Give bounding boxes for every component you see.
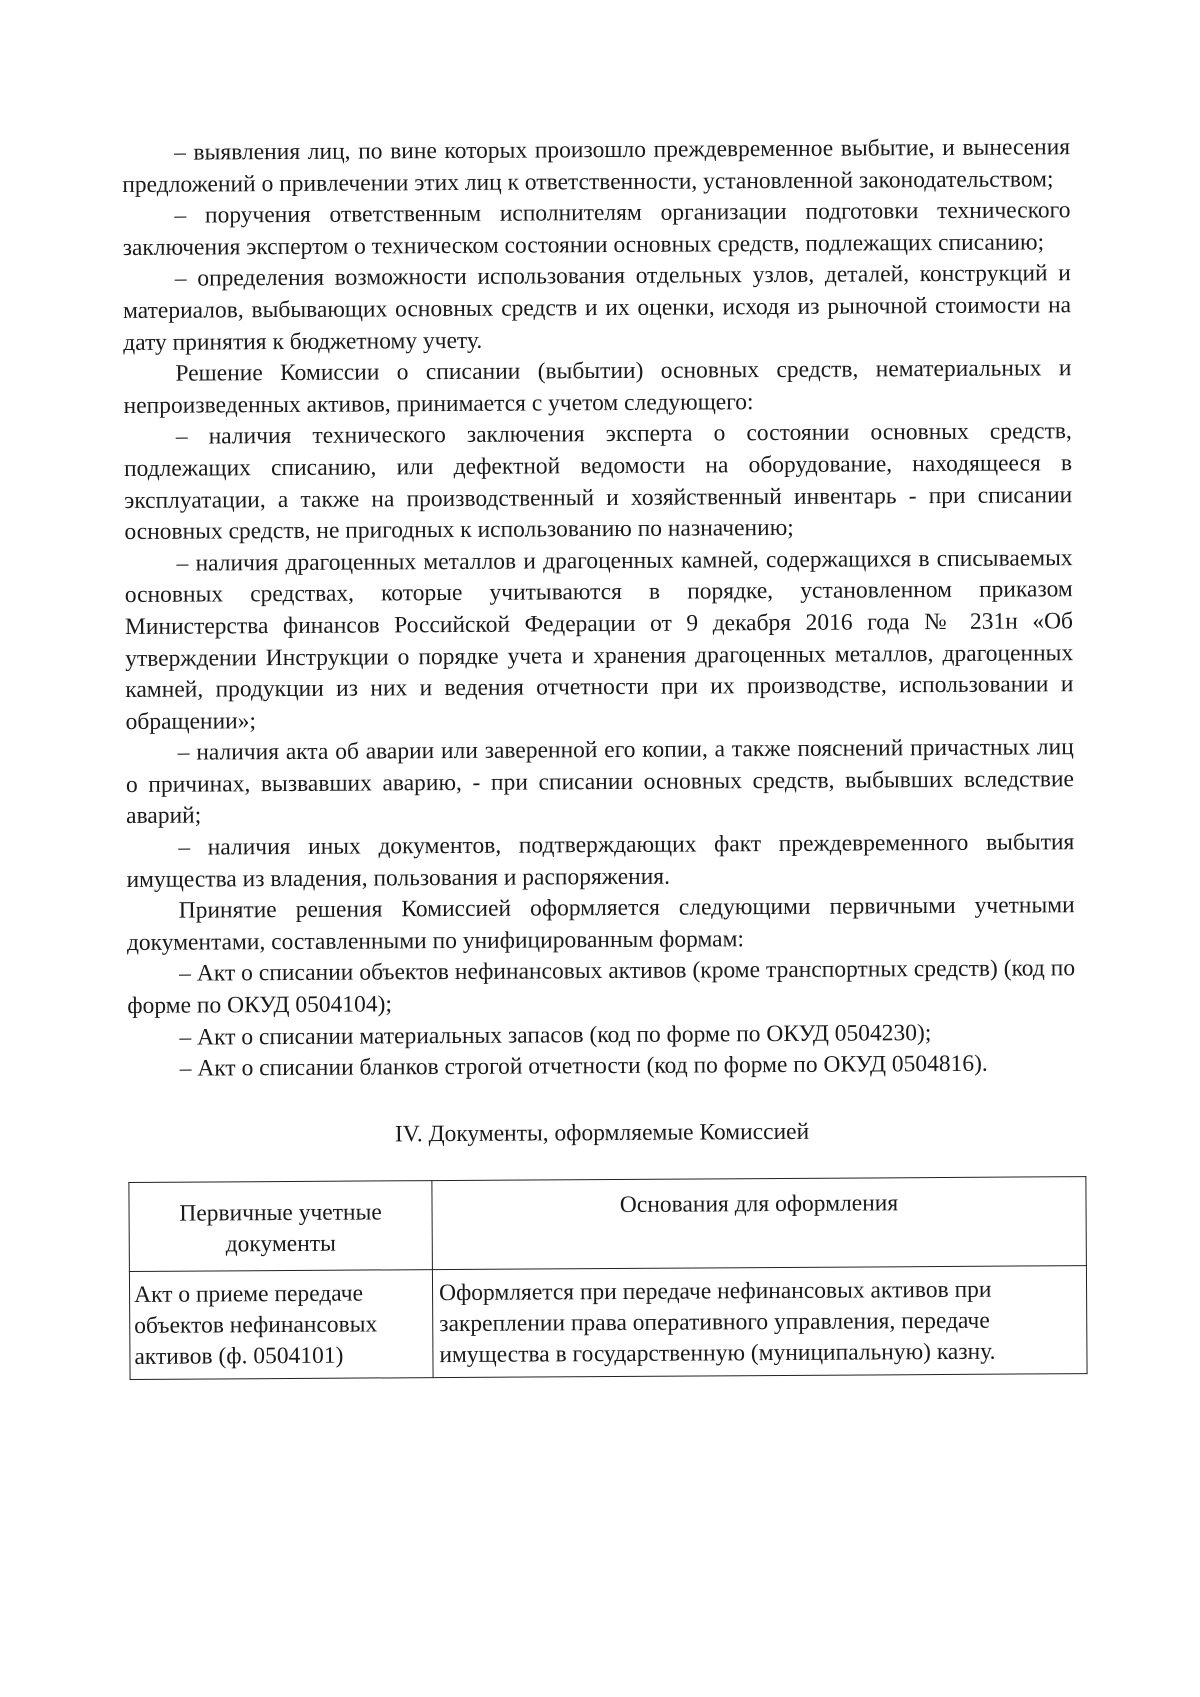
table-header-documents: Первичные учетные документы (129, 1180, 433, 1271)
paragraph: Решение Комиссии о списании (выбытии) основных средств, нематериальных и непроизведенных активов, принимается с учетом следующего: (123, 355, 1072, 419)
documents-table (128, 1176, 1087, 1380)
table-header-row (129, 1176, 1087, 1271)
document-page (122, 132, 1078, 1380)
table-cell-document (129, 1269, 433, 1379)
section-title: IV. Документы, оформляемые Комиссией (394, 1118, 810, 1148)
cell-line: имущества в государственную (муниципальную) казну. (439, 1338, 996, 1368)
cell-line: объектов нефинансовых (134, 1311, 378, 1339)
cell-line: закреплении права оперативного управления, передаче (439, 1307, 990, 1337)
paragraph: – Акт о списании бланков строгой отчетности (код по форме по ОКУД 0504816). (179, 1050, 988, 1082)
paragraph: – определения возможности использования отдельных узлов, деталей, конструкций и материалов, выбывающих основных средств и их оценки, исходя из рыночной стоимости на дату принятия к бюджетному учету. (122, 260, 1072, 356)
paragraph: – наличия иных документов, подтверждающих факт преждевременного выбытия имущества из владения, пользования и распоряжения. (126, 829, 1075, 893)
paragraph: – наличия драгоценных металлов и драгоценных камней, содержащихся в списываемых основных средствах, которые учитываются в порядке, установленном приказом Министерства финансов Российской Федерации от 9 декабря 2016 года № 231н «Об утверждении Инструкции о порядке учета и хранения драгоценных металлов, драгоценных камней, продукции из них и ведения отчетности при их производстве, использовании и обращении»; (124, 544, 1074, 735)
cell-line: Акт о приеме передаче (133, 1280, 364, 1308)
paragraph: – выявления лиц, по вине которых произошло преждевременное выбытие, и вынесения предложений о привлечении этих лиц к ответственности, установленной законодательством; (122, 134, 1071, 198)
table-header-basis: Основания для оформления (432, 1176, 1087, 1269)
cell-line: Оформляется при передаче нефинансовых активов при (438, 1276, 992, 1306)
table-row (129, 1265, 1087, 1379)
paragraph: – наличия технического заключения эксперта о состоянии основных средств, подлежащих списанию, или дефектной ведомости на оборудование, находящееся в эксплуатации, а также на производственный и хозяйственный инвентарь - при списании основных средств, не пригодных к использованию по назначению; (123, 418, 1073, 546)
paragraph: – Акт о списании материальных запасов (код по форме по ОКУД 0504230); (179, 1019, 932, 1051)
paragraph: – поручения ответственным исполнителям организации подготовки технического заключения экспертом о техническом состоянии основных средств, подлежащих списанию; (122, 197, 1071, 261)
table-cell-basis (432, 1265, 1087, 1377)
paragraph: Принятие решения Комиссией оформляется следующими первичными учетными документами, составленными по унифицированным формам: (126, 892, 1075, 956)
cell-line: активов (ф. 0504101) (134, 1342, 344, 1370)
paragraph: – Акт о списании объектов нефинансовых активов (кроме транспортных средств) (код по форме по ОКУД 0504104); (127, 955, 1076, 1020)
paragraph: – наличия акта об аварии или заверенной его копии, а также пояснений причастных лиц о причинах, вызвавших аварию, - при списании основных средств, выбывших вследствие аварий; (125, 734, 1075, 830)
